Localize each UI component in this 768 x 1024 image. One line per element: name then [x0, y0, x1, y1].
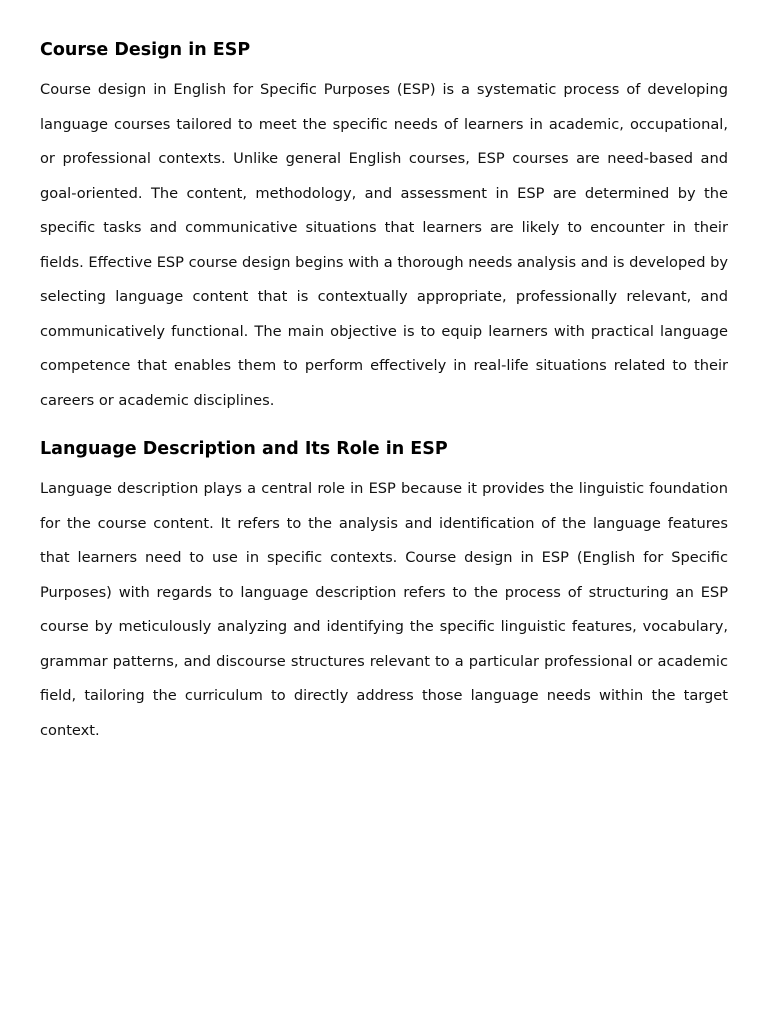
- section-heading-course-design: Course Design in ESP: [40, 40, 251, 60]
- section-body-language-description: Language description plays a central role in ESP because it provides the linguistic foundation for the course content. It refers to the analysis and identification of the language features that learners need to use in specific contexts. Course design in ESP (English for Specific Purposes) with regards to language description refers to the process of structuring an ESP course by meticulously analyzing and identifying the specific linguistic features, vocabulary, grammar patterns, and discourse structures relevant to a particular professional or academic field, tailoring the curriculum to directly address those language needs within the target context.: [40, 480, 728, 739]
- section-body-course-design: Course design in English for Specific Purposes (ESP) is a systematic process of developing language courses tailored to meet the specific needs of learners in academic, occupational, or professional contexts. Unlike general English courses, ESP courses are need-based and goal-oriented. The content, methodology, and assessment in ESP are determined by the specific tasks and communicative situations that learners are likely to encounter in their fields. Effective ESP course design begins with a thorough needs analysis and is developed by selecting language content that is contextually appropriate, professionally relevant, and communicatively functional. The main objective is to equip learners with practical language competence that enables them to perform effectively in real-life situations related to their careers or academic disciplines.: [40, 81, 728, 409]
- section-heading-language-description: Language Description and Its Role in ESP: [40, 439, 448, 459]
